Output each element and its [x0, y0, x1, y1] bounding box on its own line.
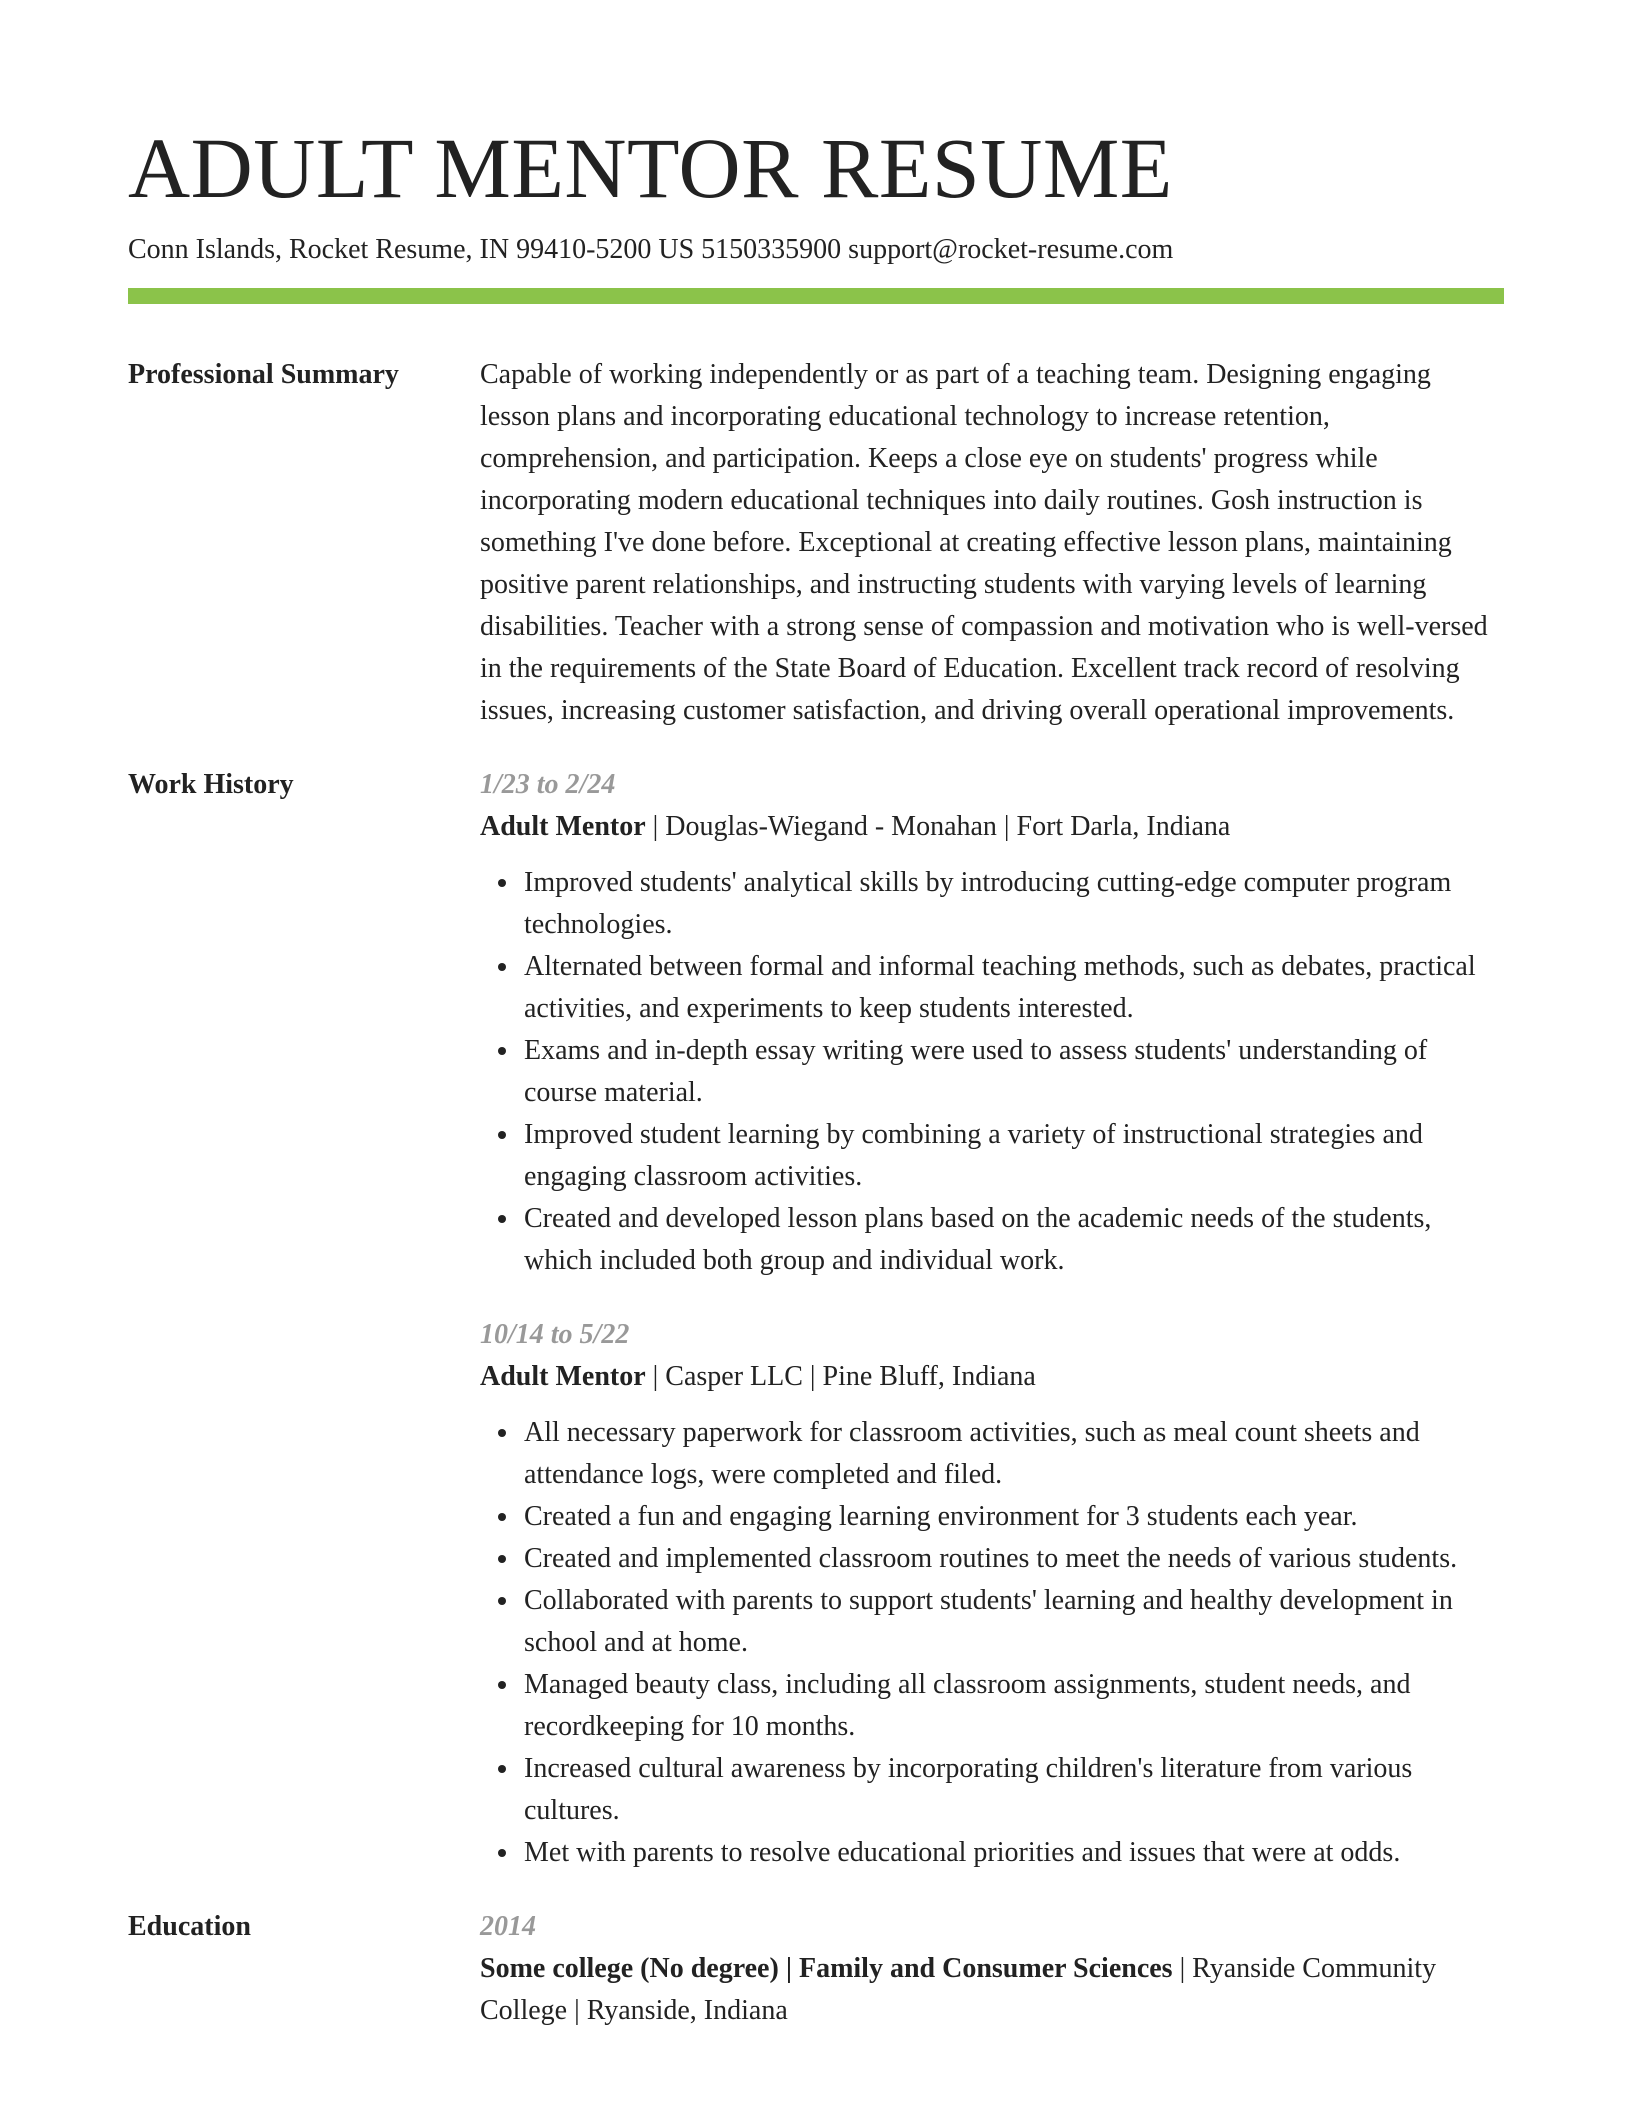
education-year: 2014 — [480, 1911, 536, 1942]
list-item: Alternated between formal and informal teaching methods, such as debates, practical activities, and experiments to keep students interested. — [524, 946, 1504, 1030]
list-item: Improved students' analytical skills by introducing cutting-edge computer program technologies. — [524, 862, 1504, 946]
resume-page — [128, 118, 1504, 2032]
education-section — [128, 1906, 1504, 2032]
resume-title: ADULT MENTOR RESUME — [128, 120, 1173, 216]
job-entry — [480, 764, 1504, 1282]
job-details: | Casper LLC | Pine Bluff, Indiana — [645, 1361, 1036, 1392]
job-entry — [480, 1314, 1504, 1874]
job-details: | Douglas-Wiegand - Monahan | Fort Darla, Indiana — [645, 811, 1231, 842]
summary-heading: Professional Summary — [128, 359, 399, 390]
job-dates: 10/14 to 5/22 — [480, 1319, 630, 1350]
work-history-heading: Work History — [128, 769, 294, 800]
work-history-list — [480, 764, 1504, 1874]
job-heading — [480, 1356, 1504, 1398]
education-heading-line — [480, 1948, 1504, 2032]
list-item: Collaborated with parents to support students' learning and healthy development in school and at home. — [524, 1580, 1504, 1664]
list-item: Created a fun and engaging learning environment for 3 students each year. — [524, 1496, 1504, 1538]
education-details: | Ryanside Community College | Ryanside, Indiana — [480, 1953, 1437, 2026]
list-item: Exams and in-depth essay writing were used to assess students' understanding of course material. — [524, 1030, 1504, 1114]
list-item: Met with parents to resolve educational priorities and issues that were at odds. — [524, 1832, 1504, 1874]
list-item: Created and implemented classroom routines to meet the needs of various students. — [524, 1538, 1504, 1580]
job-bullets — [480, 1412, 1504, 1874]
education-heading: Education — [128, 1911, 251, 1942]
education-entry — [480, 1906, 1504, 2032]
list-item: All necessary paperwork for classroom activities, such as meal count sheets and attendance logs, were completed and filed. — [524, 1412, 1504, 1496]
contact-line: Conn Islands, Rocket Resume, IN 99410-5200 US 5150335900 support@rocket-resume.com — [128, 234, 1174, 265]
summary-section — [128, 354, 1504, 732]
list-item: Created and developed lesson plans based on the academic needs of the students, which included both group and individual work. — [524, 1198, 1504, 1282]
list-item: Improved student learning by combining a variety of instructional strategies and engaging classroom activities. — [524, 1114, 1504, 1198]
accent-divider — [128, 288, 1504, 304]
job-bullets — [480, 862, 1504, 1282]
job-heading — [480, 806, 1504, 848]
work-history-section — [128, 764, 1504, 1874]
job-dates: 1/23 to 2/24 — [480, 769, 616, 800]
summary-text: Capable of working independently or as part of a teaching team. Designing engaging lesson plans and incorporating educational technology to increase retention, comprehension, and participation. Keeps a close eye on students' progress while incorporating modern educational techniques into daily routines. Gosh instruction is something I've done before. Exceptional at creating effective lesson plans, maintaining positive parent relationships, and instructing students with varying levels of learning disabilities. Teacher with a strong sense of compassion and motivation who is well-versed in the requirements of the State Board of Education. Excellent track record of resolving issues, increasing customer satisfaction, and driving overall operational improvements. — [480, 359, 1488, 726]
list-item: Managed beauty class, including all classroom assignments, student needs, and recordkeeping for 10 months. — [524, 1664, 1504, 1748]
education-degree: Some college (No degree) | Family and Consumer Sciences — [480, 1953, 1173, 1984]
job-title: Adult Mentor — [480, 1361, 646, 1392]
list-item: Increased cultural awareness by incorporating children's literature from various cultures. — [524, 1748, 1504, 1832]
job-title: Adult Mentor — [480, 811, 646, 842]
